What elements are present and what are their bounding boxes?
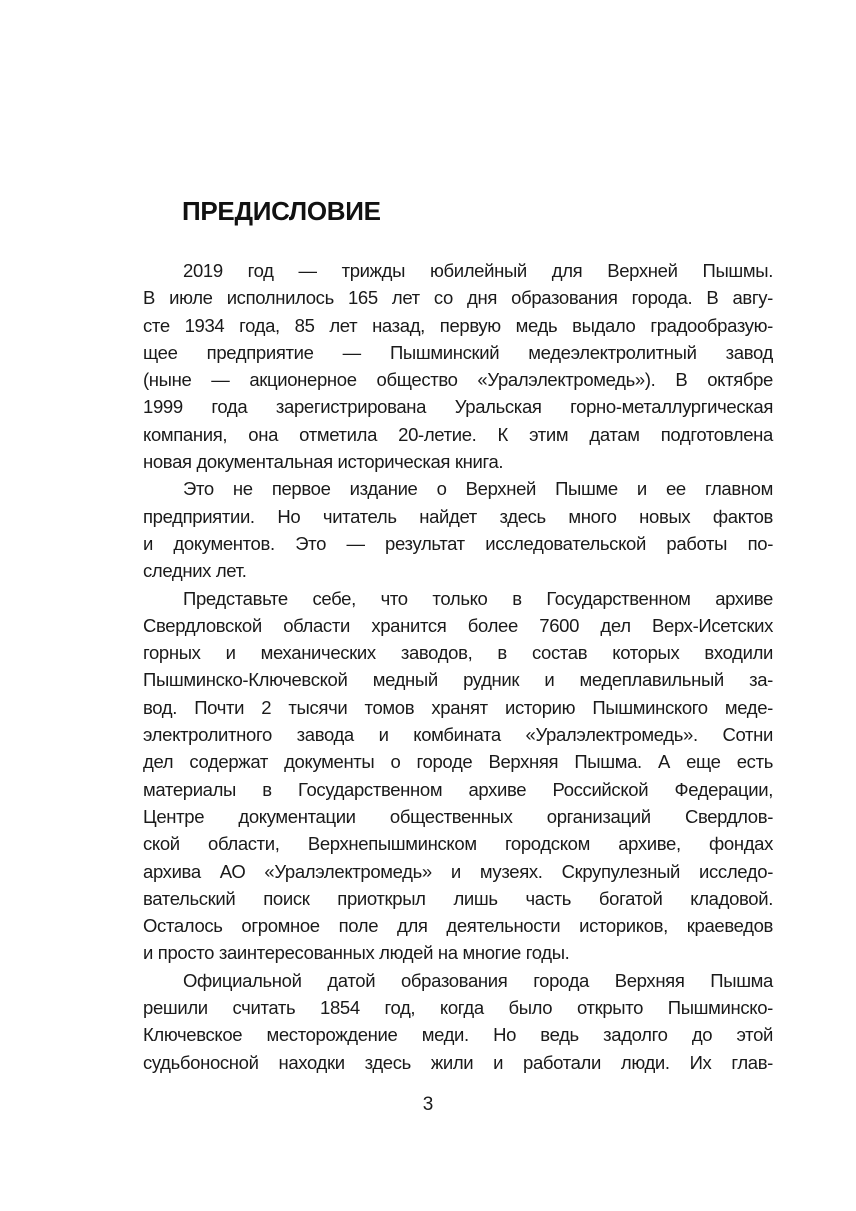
text-line: сте 1934 года, 85 лет назад, первую медь выдало градообразую- — [143, 314, 773, 336]
text-line: ской области, Верхнепышминском городском архиве, фондах — [143, 833, 773, 855]
text-line: горных и механических заводов, в состав которых входили — [143, 642, 773, 664]
paragraph — [143, 585, 773, 967]
text-line: вод. Почти 2 тысячи томов хранят историю Пышминского меде- — [143, 696, 773, 718]
text-line: новая документальная историческая книга. — [143, 451, 504, 473]
text-line: Пышминско-Ключевской медный рудник и медеплавильный за- — [143, 669, 773, 691]
text-line: материалы в Государственном архиве Российской Федерации, — [143, 778, 773, 800]
text-line: судьбоносной находки здесь жили и работали люди. Их глав- — [143, 1051, 773, 1073]
text-line: Свердловской области хранится более 7600 дел Верх-Исетских — [143, 614, 773, 636]
text-line: Представьте себе, что только в Государственном архиве — [183, 587, 773, 609]
text-line: электролитного завода и комбината «Уралэлектромедь». Сотни — [143, 724, 773, 746]
text-line: и просто заинтересованных людей на многие годы. — [143, 942, 570, 964]
text-line: вательский поиск приоткрыл лишь часть богатой кладовой. — [143, 887, 773, 909]
text-line: Осталось огромное поле для деятельности историков, краеведов — [143, 915, 773, 937]
text-line: Ключевское месторождение меди. Но ведь задолго до этой — [143, 1024, 773, 1046]
text-line: Это не первое издание о Верхней Пышме и ее главном — [183, 478, 773, 500]
text-line: Официальной датой образования города Верхняя Пышма — [183, 969, 773, 991]
text-line: компания, она отметила 20-летие. К этим датам подготовлена — [143, 423, 773, 445]
text-line: щее предприятие — Пышминский медеэлектролитный завод — [143, 341, 773, 363]
text-line: решили считать 1854 год, когда было открыто Пышминско- — [143, 997, 773, 1019]
text-line: 1999 года зарегистрирована Уральская горно-металлургическая — [143, 396, 773, 418]
text-line: предприятии. Но читатель найдет здесь много новых фактов — [143, 505, 773, 527]
text-line: (ныне — акционерное общество «Уралэлектромедь»). В октябре — [143, 369, 773, 391]
text-line: Центре документации общественных организаций Свердлов- — [143, 805, 773, 827]
paragraph — [143, 967, 773, 1076]
page-number: 3 — [422, 1094, 434, 1115]
text-line: следних лет. — [143, 560, 247, 582]
text-line: 2019 год — трижды юбилейный для Верхней Пышмы. — [183, 260, 773, 281]
text-line: и документов. Это — результат исследовательской работы по- — [143, 532, 773, 554]
page-title: ПРЕДИСЛОВИЕ — [182, 196, 381, 226]
body-text — [143, 257, 773, 1076]
paragraph — [143, 257, 773, 475]
text-line: архива АО «Уралэлектромедь» и музеях. Скрупулезный исследо- — [143, 860, 773, 882]
text-line: дел содержат документы о городе Верхняя Пышма. А еще есть — [143, 751, 773, 773]
paragraph — [143, 475, 773, 584]
text-line: В июле исполнилось 165 лет со дня образования города. В авгу- — [143, 287, 773, 309]
